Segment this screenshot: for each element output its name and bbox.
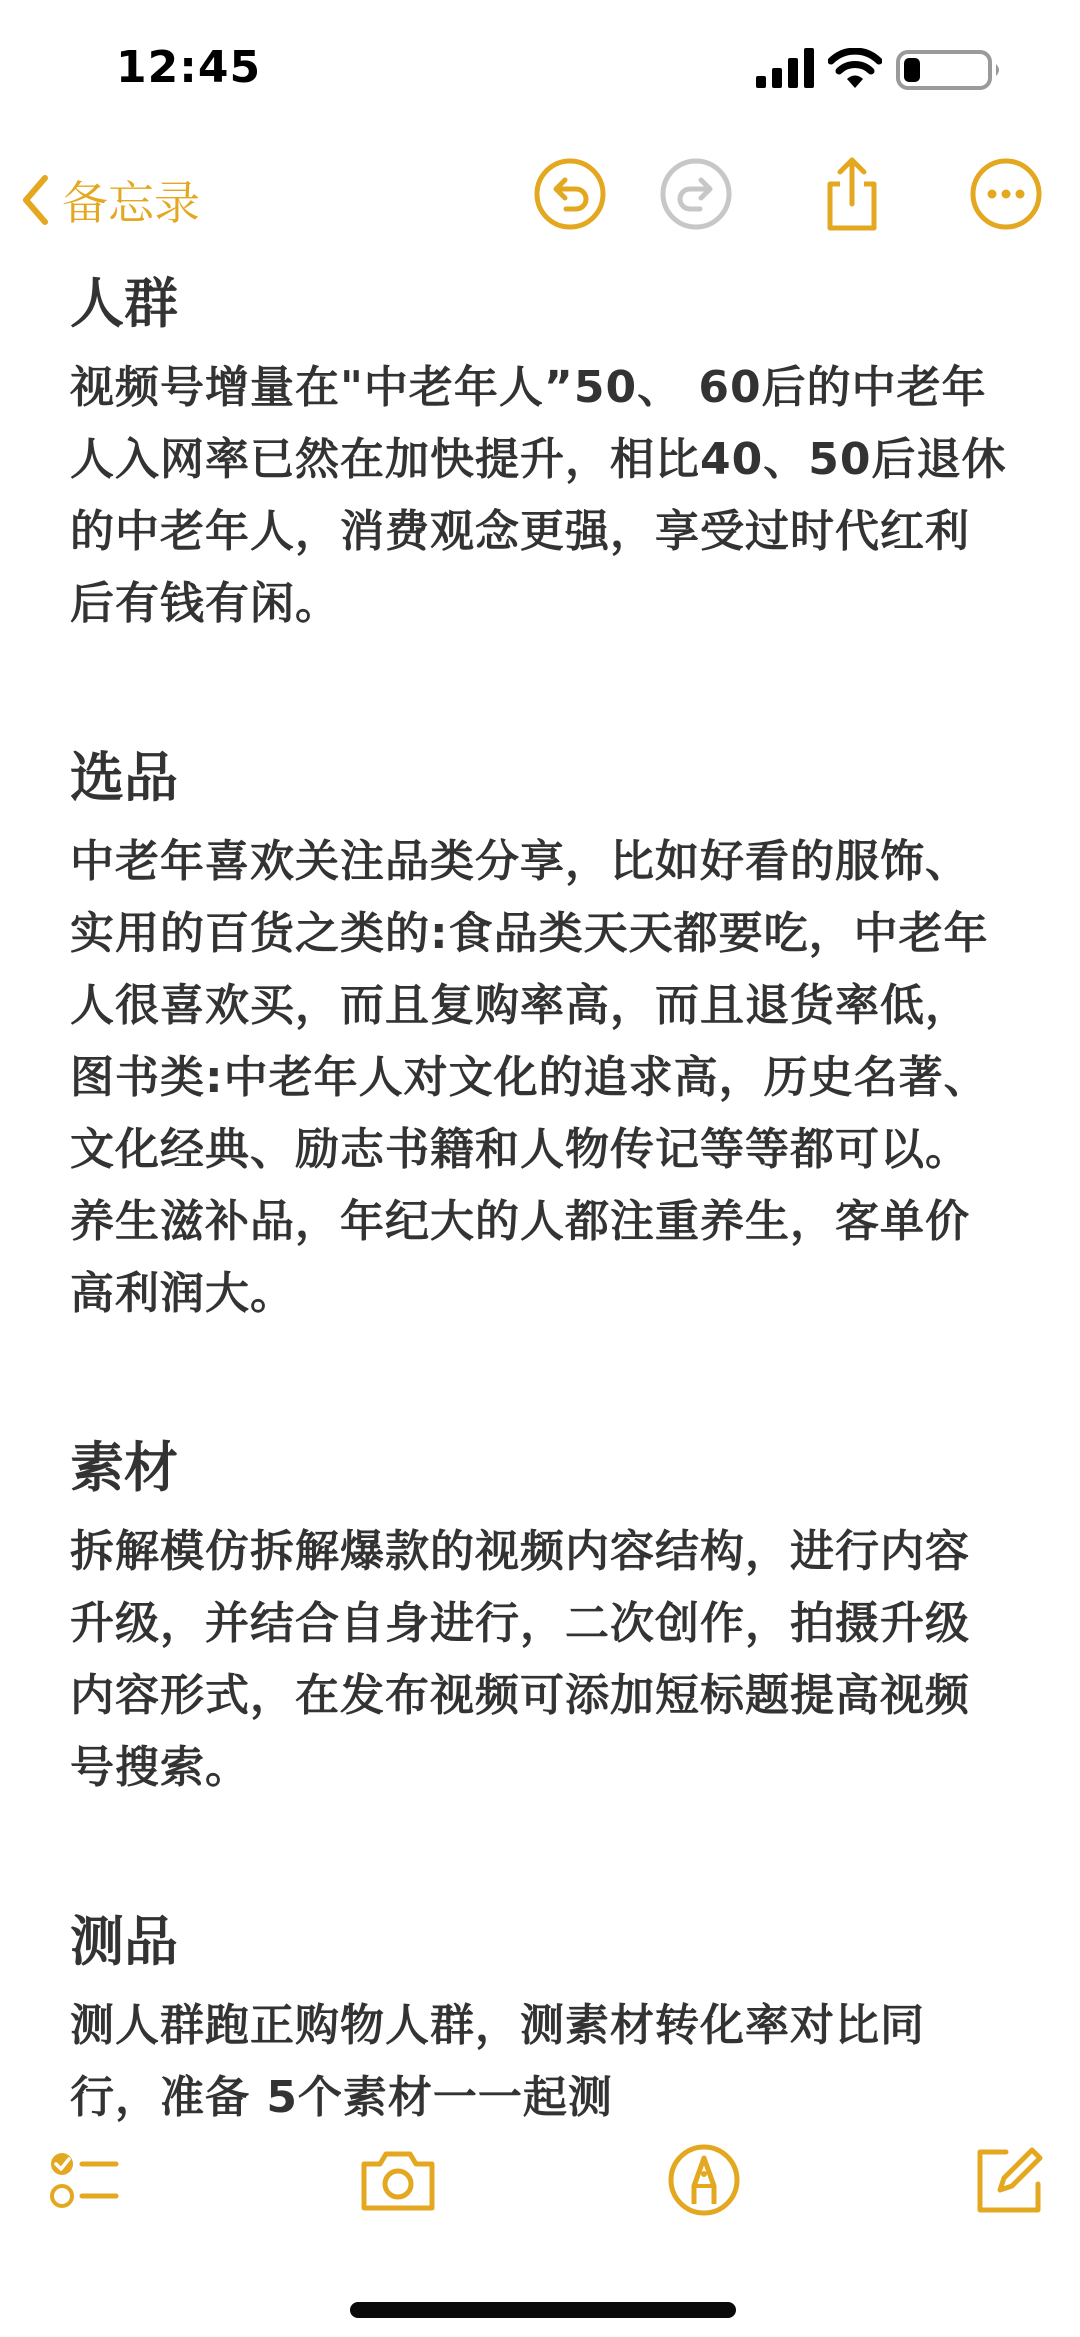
bottom-toolbar [0, 2140, 1080, 2250]
share-icon[interactable] [814, 156, 890, 232]
section-title: 人群 [70, 272, 178, 335]
note-section [70, 1426, 1010, 1804]
status-bar [0, 0, 1080, 140]
more-icon[interactable] [968, 156, 1044, 232]
back-button[interactable] [20, 160, 200, 240]
section-title: 素材 [70, 1436, 178, 1499]
camera-icon[interactable] [358, 2140, 438, 2220]
note-content[interactable] [70, 262, 1010, 2134]
status-time: 12:45 [116, 42, 262, 93]
checklist-icon[interactable] [44, 2140, 124, 2220]
wifi-icon [828, 48, 882, 88]
compose-icon[interactable] [968, 2140, 1048, 2220]
section-title: 测品 [70, 1910, 178, 1973]
back-label: 备忘录 [62, 176, 200, 230]
section-body: 视频号增量在"中老年人”50、 60后的中老年人入网率已然在加快提升，相比40、50后退休的中老年人，消费观念更强，享受过时代红利后有钱有闲。 [70, 362, 1007, 629]
section-body: 测人群跑正购物人群，测素材转化率对比同行，准备 5个素材一一起测 [70, 2000, 925, 2123]
note-section [70, 1900, 1010, 2134]
note-section [70, 262, 1010, 640]
nav-bar [0, 150, 1080, 260]
battery-icon [896, 48, 1004, 92]
redo-icon[interactable] [658, 156, 734, 232]
cellular-signal-icon [756, 48, 814, 88]
markup-pen-icon[interactable] [664, 2140, 744, 2220]
home-indicator [350, 2302, 736, 2318]
note-section [70, 736, 1010, 1330]
chevron-left-icon [20, 174, 50, 226]
section-body: 拆解模仿拆解爆款的视频内容结构，进行内容升级，并结合自身进行，二次创作，拍摄升级内容形式，在发布视频可添加短标题提高视频号搜索。 [70, 1526, 970, 1793]
undo-icon[interactable] [532, 156, 608, 232]
section-title: 选品 [70, 746, 178, 809]
section-body: 中老年喜欢关注品类分享，比如好看的服饰、实用的百货之类的:食品类天天都要吃，中老年人很喜欢买，而且复购率高，而且退货率低，图书类:中老年人对文化的追求高，历史名著、文化经典、励志书籍和人物传记等等都可以。养生滋补品，年纪大的人都注重养生，客单价高利润大。 [70, 836, 989, 1319]
